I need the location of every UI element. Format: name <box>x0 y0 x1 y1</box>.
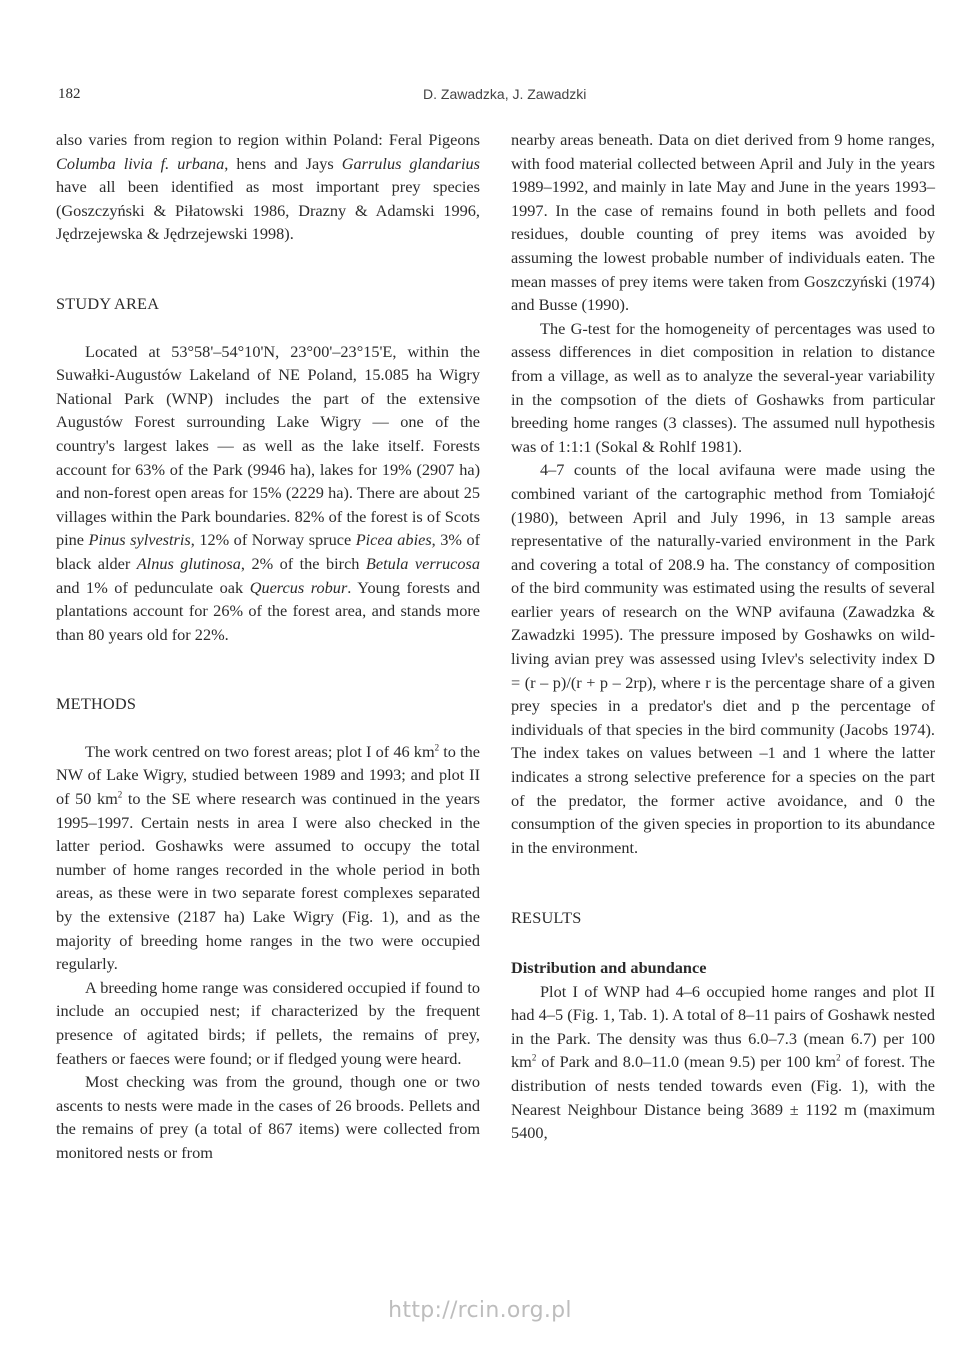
distribution-subheading: Distribution and abundance <box>511 958 707 977</box>
methods-heading: METHODS <box>56 694 137 714</box>
avifauna-counts-paragraph: 4–7 counts of the local avifauna were made using the combined variant of the cartographic method from Tomiałojć (1980), between April and July 1996, in 13 sample areas representative of the naturally-varied environment in the Park and covering a total of 208.9 ha. The constancy of composition of the bird community was estimated using the results of several earlier years of research on the WNP avifauna (Zawadzka & Zawadzki 1995). The pressure imposed by Goshawks on wild-living avian prey was assessed using Ivlev's selectivity index D = (r – p)/(r + p – 2rp), where r is the percentage share of a given prey species in a predator's diet and p the percentage of individuals of that species in the bird community (Jacobs 1974). The index takes on values between –1 and 1 where the latter indicates a strong selective preference for a species on the part of the predator, the former active avoidance, and 0 the consumption of the given species in proportion to its abundance in the environment. <box>511 460 935 857</box>
source-url[interactable]: http://rcin.org.pl <box>388 1298 572 1323</box>
page-header <box>58 86 938 112</box>
left-column <box>56 128 480 1165</box>
page-number: 182 <box>58 86 81 102</box>
running-head: D. Zawadzka, J. Zawadzki <box>423 86 587 102</box>
methods-paragraph-3: Most checking was from the ground, though one or two ascents to nests were made in the cases of 26 broods. Pellets and the remains of prey (a total of 867 items) were collected from monitored nests or from <box>56 1072 480 1162</box>
study-area-heading: STUDY AREA <box>56 293 160 313</box>
methods-paragraph-1: The work centred on two forest areas; plot I of 46 $km^2$ to the NW of Lake Wigry, studied between 1989 and 1993; and plot II of 50 $km^2$ to the SE where research was continued in the years 1995–1997. Certain nests in area I were also checked in the latter period. Goshawks were assumed to occupy the total number of home ranges recorded in the whole period in both areas, as these were in two separate forest complexes separated by the extensive (2187 ha) Lake Wigry (Fig. 1), and as the majority of breeding home ranges in the two were occupied regularly. <box>56 741 480 974</box>
study-area-paragraph: Located at 53°58'–54°10'N, 23°00'–23°15'E, within the Suwałki-Augustów Lakeland of NE Poland, 15.085 ha Wigry National Park (WNP) includes the part of the extensive Augustów Forest surrounding Lake Wigry — one of the country's largest lakes — as well as the lake itself. Forests account for 63% of the Park (9946 ha), lakes for 19% (2907 ha) and non-forest open areas for 15% (2229 ha). There are about 25 villages within the Park boundaries. 82% of the forest is of Scots pine Pinus sylvestris, 12% of Norway spruce Picea abies, 3% of black alder Alnus glutinosa, 2% of the birch Betula verrucosa and 1% of pedunculate oak Quercus robur. Young forests and plantations account for 26% of the forest area, and stands more than 80 years old for 22%. <box>56 341 481 644</box>
intro-paragraph: also varies from region to region within Poland: Feral Pigeons Columba livia f. urbana, hens and Jays Garrulus glandarius have all been identified as most important prey species (Goszczyński & Piłatowski 1986, Drazny & Adamski 1996, Jędrzejewska & Jędrzejewski 1998). <box>56 130 480 244</box>
g-test-paragraph: The G-test for the homogeneity of percentages was used to assess differences in diet composition in relation to distance from a village, as well as to analyze the several-year variability in the compsotion of the diets of Goshawks from particular breeding home ranges (3 classes). The assumed null hypothesis was of 1:1:1 (Sokal & Rohlf 1981). <box>511 318 935 456</box>
right-column <box>511 128 935 1145</box>
results-heading: RESULTS <box>511 908 582 928</box>
methods-paragraph-2: A breeding home range was considered occupied if found to include an occupied nest; if characterized by the frequent presence of agitated birds; if pellets, the remains of prey, feathers or faeces were found; or if fledged young were heard. <box>56 977 480 1068</box>
diet-data-paragraph: nearby areas beneath. Data on diet derived from 9 home ranges, with food material collected between April and July in the years 1989–1992, and mainly in late May and June in the years 1993–1997. In the case of remains found in both pellets and food residues, double counting of prey items was avoided by assuming the lowest probable number of individuals eaten. The mean masses of prey items were taken from Goszczyński (1974) and Busse (1990). <box>511 130 935 315</box>
results-paragraph: Plot I of WNP had 4–6 occupied home ranges and plot II had 4–5 (Fig. 1, Tab. 1). A total of 8–11 pairs of Goshawk nested in the Park. The density was thus 6.0–7.3 (mean 6.7) per 100 $km^2$ of Park and 8.0–11.0 (mean 9.5) per 100 $km^2$ of forest. The distribution of nests tended towards even (Fig. 1), with the Nearest Neighbour Distance being 3689 ± 1192 m (maximum 5400, <box>511 981 935 1143</box>
